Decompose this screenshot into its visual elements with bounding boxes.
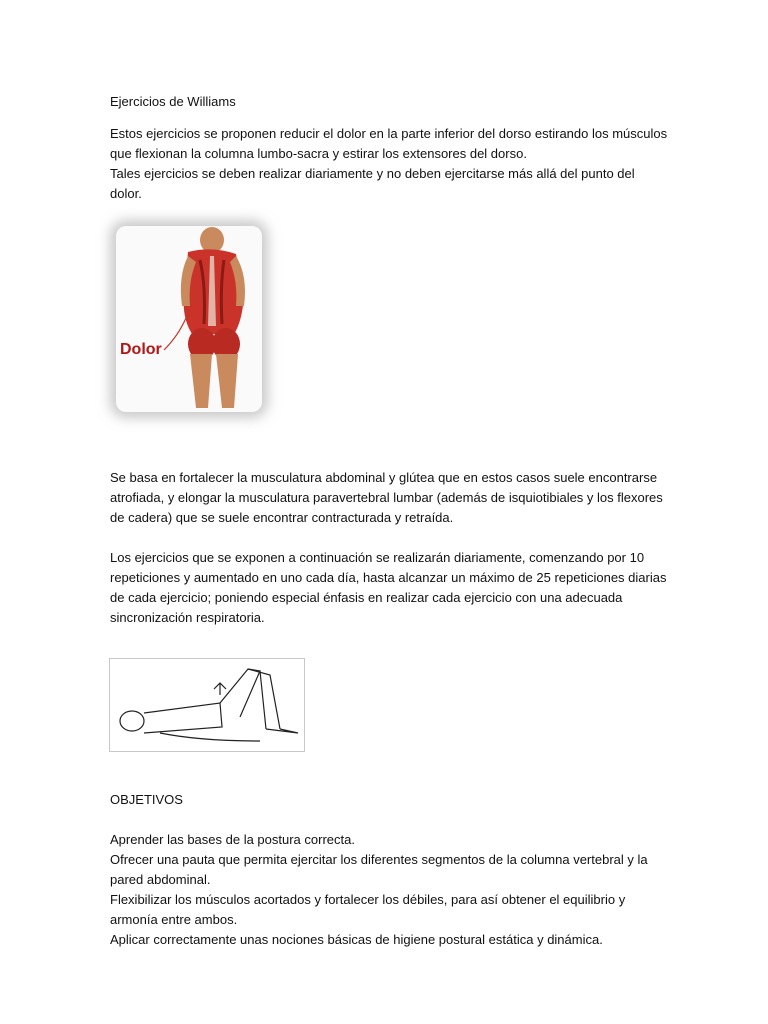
document-title: Ejercicios de Williams [110,94,236,109]
intro-paragraph-2: Tales ejercicios se deben realizar diariamente y no deben ejercitarse más allá del punto del dolor. [110,166,635,201]
paragraph-repeticiones: Los ejercicios que se exponen a continuación se realizarán diariamente, comenzando por 10 repeticiones y aumentado en uno cada día, hasta alcanzar un máximo de 25 repeticiones diarias de cada ejercicio; poniendo especial énfasis en realizar cada ejercicio con una adecuada sincronización respiratoria. [110,550,667,625]
exercise-illustration [109,658,305,752]
paragraph-musculatura: Se basa en fortalecer la musculatura abdominal y glútea que en estos casos suele encontrarse atrofiada, y elongar la musculatura paravertebral lumbar (además de isquiotibiales y los flexores de cadera) que se suele encontrar contracturada y retraída. [110,470,663,525]
objetivo-item-2: Ofrecer una pauta que permita ejercitar los diferentes segmentos de la columna vertebral y la pared abdominal. [110,852,648,887]
back-muscles-illustration [116,226,262,412]
back-pain-image [116,226,262,412]
objetivo-item-1: Aprender las bases de la postura correcta. [110,832,355,847]
pain-label: Dolor [120,341,162,358]
objetivos-heading: OBJETIVOS [110,792,183,807]
lying-knees-bent-illustration [110,659,304,751]
intro-paragraph-1: Estos ejercicios se proponen reducir el dolor en la parte inferior del dorso estirando los músculos que flexionan la columna lumbo-sacra y estirar los extensores del dorso. [110,126,668,161]
objetivo-item-4: Aplicar correctamente unas nociones básicas de higiene postural estática y dinámica. [110,932,603,947]
objetivo-item-3: Flexibilizar los músculos acortados y fortalecer los débiles, para así obtener el equilibrio y armonía entre ambos. [110,892,626,927]
document-page [110,92,670,950]
